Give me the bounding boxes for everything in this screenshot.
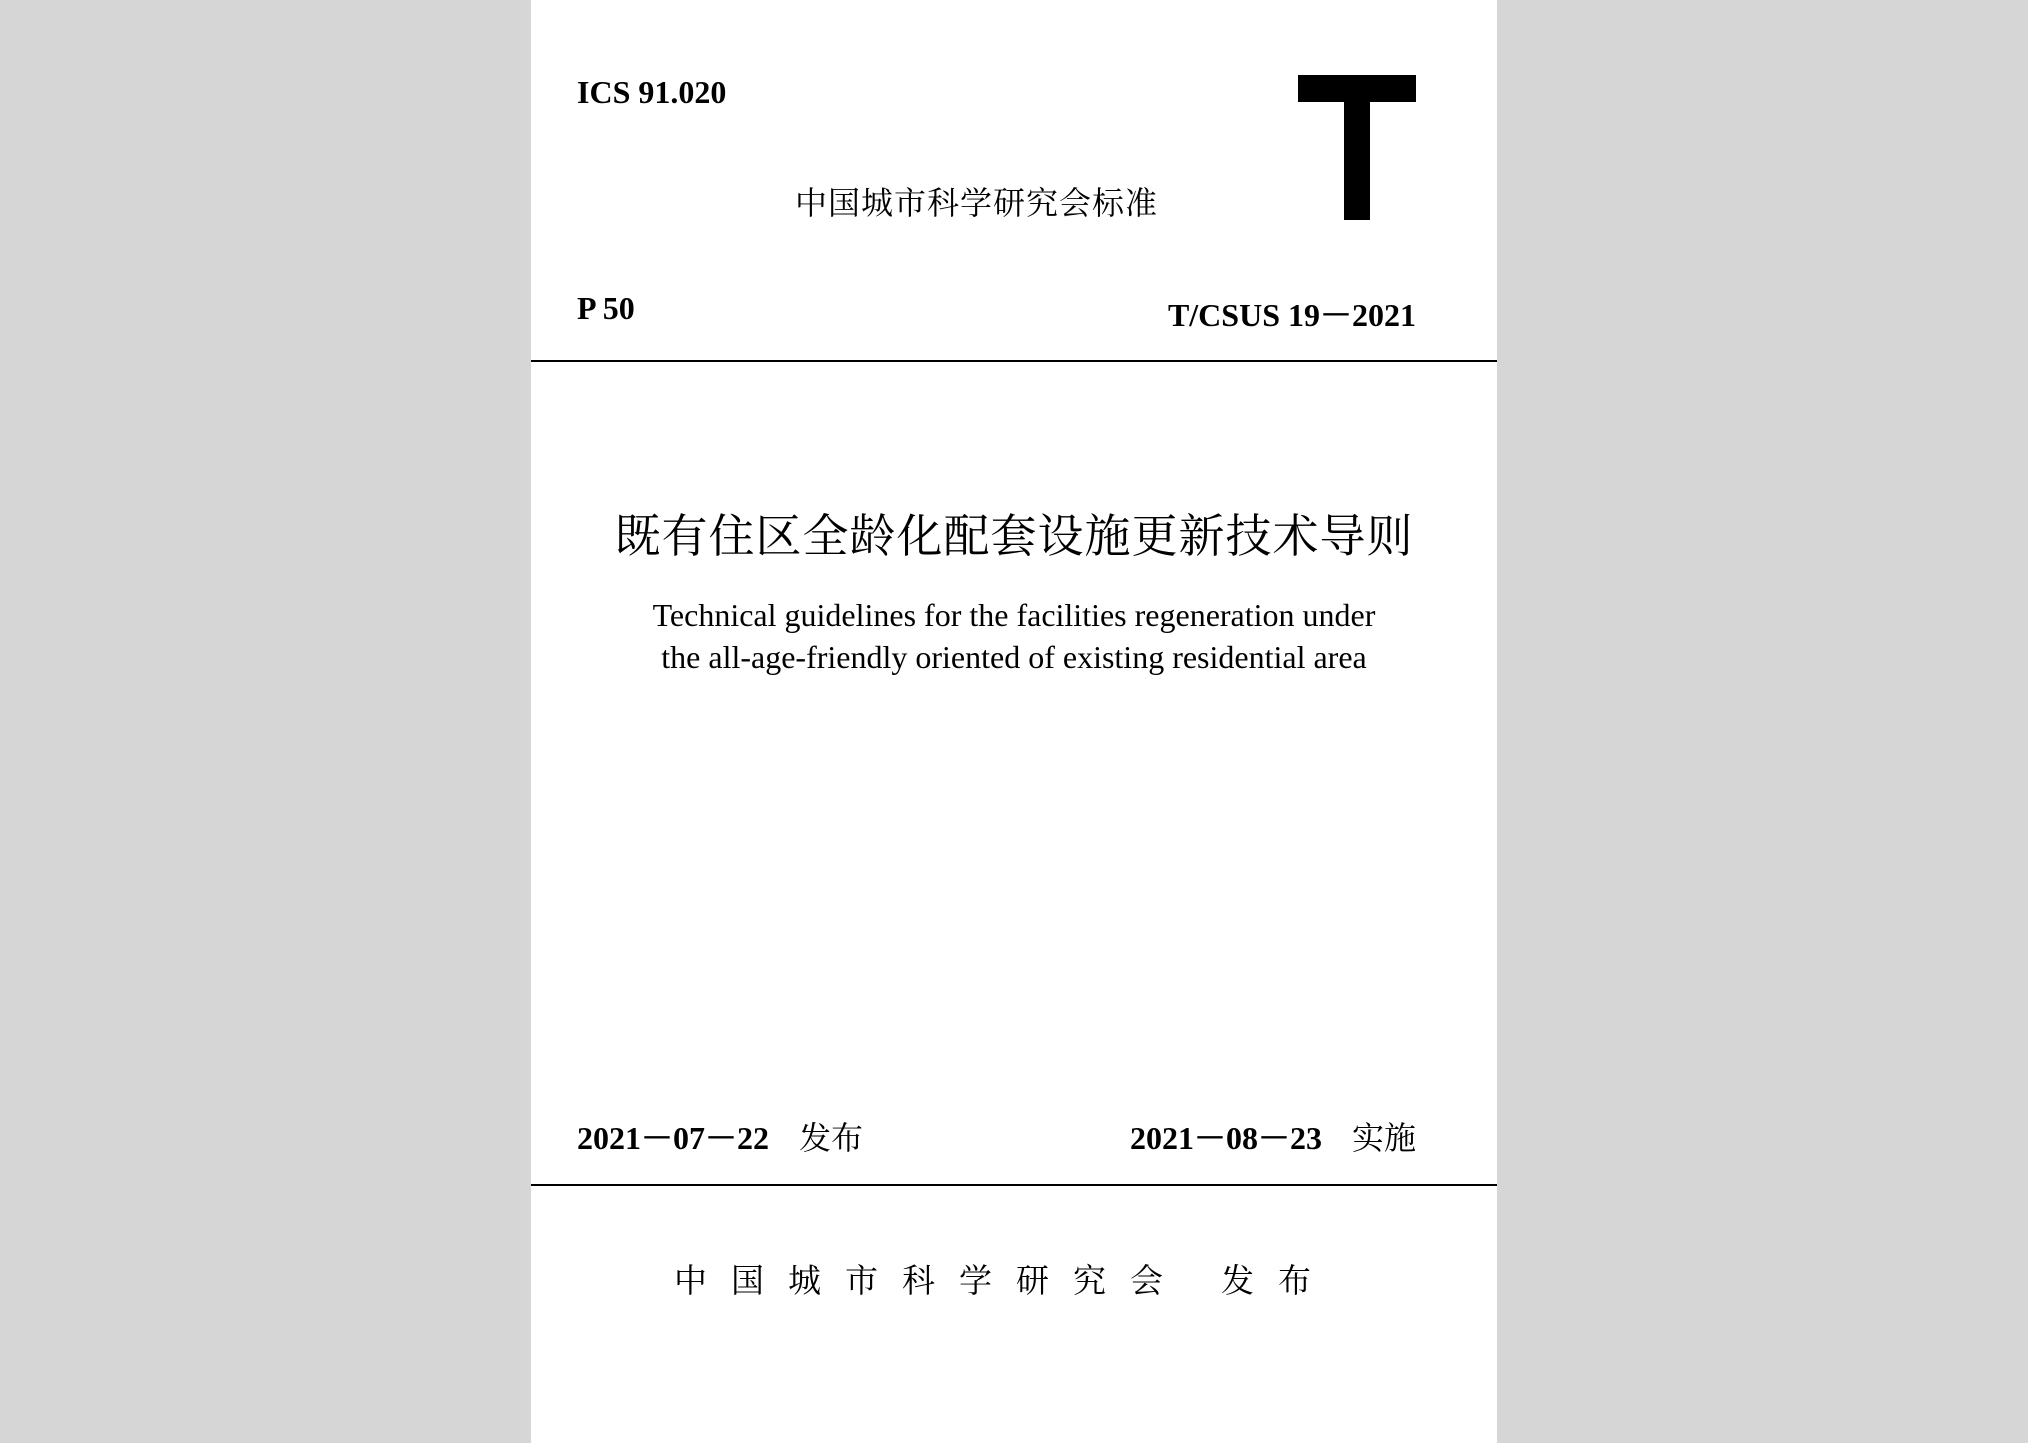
top-divider [531, 360, 1497, 362]
title-english-line2: the all-age-friendly oriented of existing residential area [661, 639, 1367, 675]
issue-label: 发布 [799, 1119, 864, 1157]
title-english-line1: Technical guidelines for the facilities regeneration under [652, 597, 1376, 633]
implement-label: 实施 [1351, 1119, 1416, 1157]
classification-code: P 50 [577, 290, 635, 326]
standard-cover-page [531, 0, 1497, 1443]
bottom-divider [531, 1184, 1497, 1186]
implement-date-block [1130, 1113, 1416, 1159]
issue-date: 2021－07－22 [577, 1120, 770, 1156]
publisher-name: 中国城市科学研究会 [674, 1261, 1187, 1300]
issue-date-block [577, 1113, 863, 1159]
publisher-line [674, 1255, 1335, 1302]
category-letter-stem [1344, 75, 1370, 220]
implement-date: 2021－08－23 [1129, 1120, 1322, 1156]
standard-number: T/CSUS 19－2021 [1167, 297, 1416, 333]
ics-code: ICS 91.020 [577, 74, 727, 110]
title-english [531, 594, 1497, 678]
category-letter-mark [1298, 75, 1416, 220]
title-chinese: 既有住区全龄化配套设施更新技术导则 [614, 509, 1414, 563]
organization-standard-label: 中国城市科学研究会标准 [795, 184, 1159, 222]
publisher-word: 发布 [1221, 1261, 1335, 1300]
